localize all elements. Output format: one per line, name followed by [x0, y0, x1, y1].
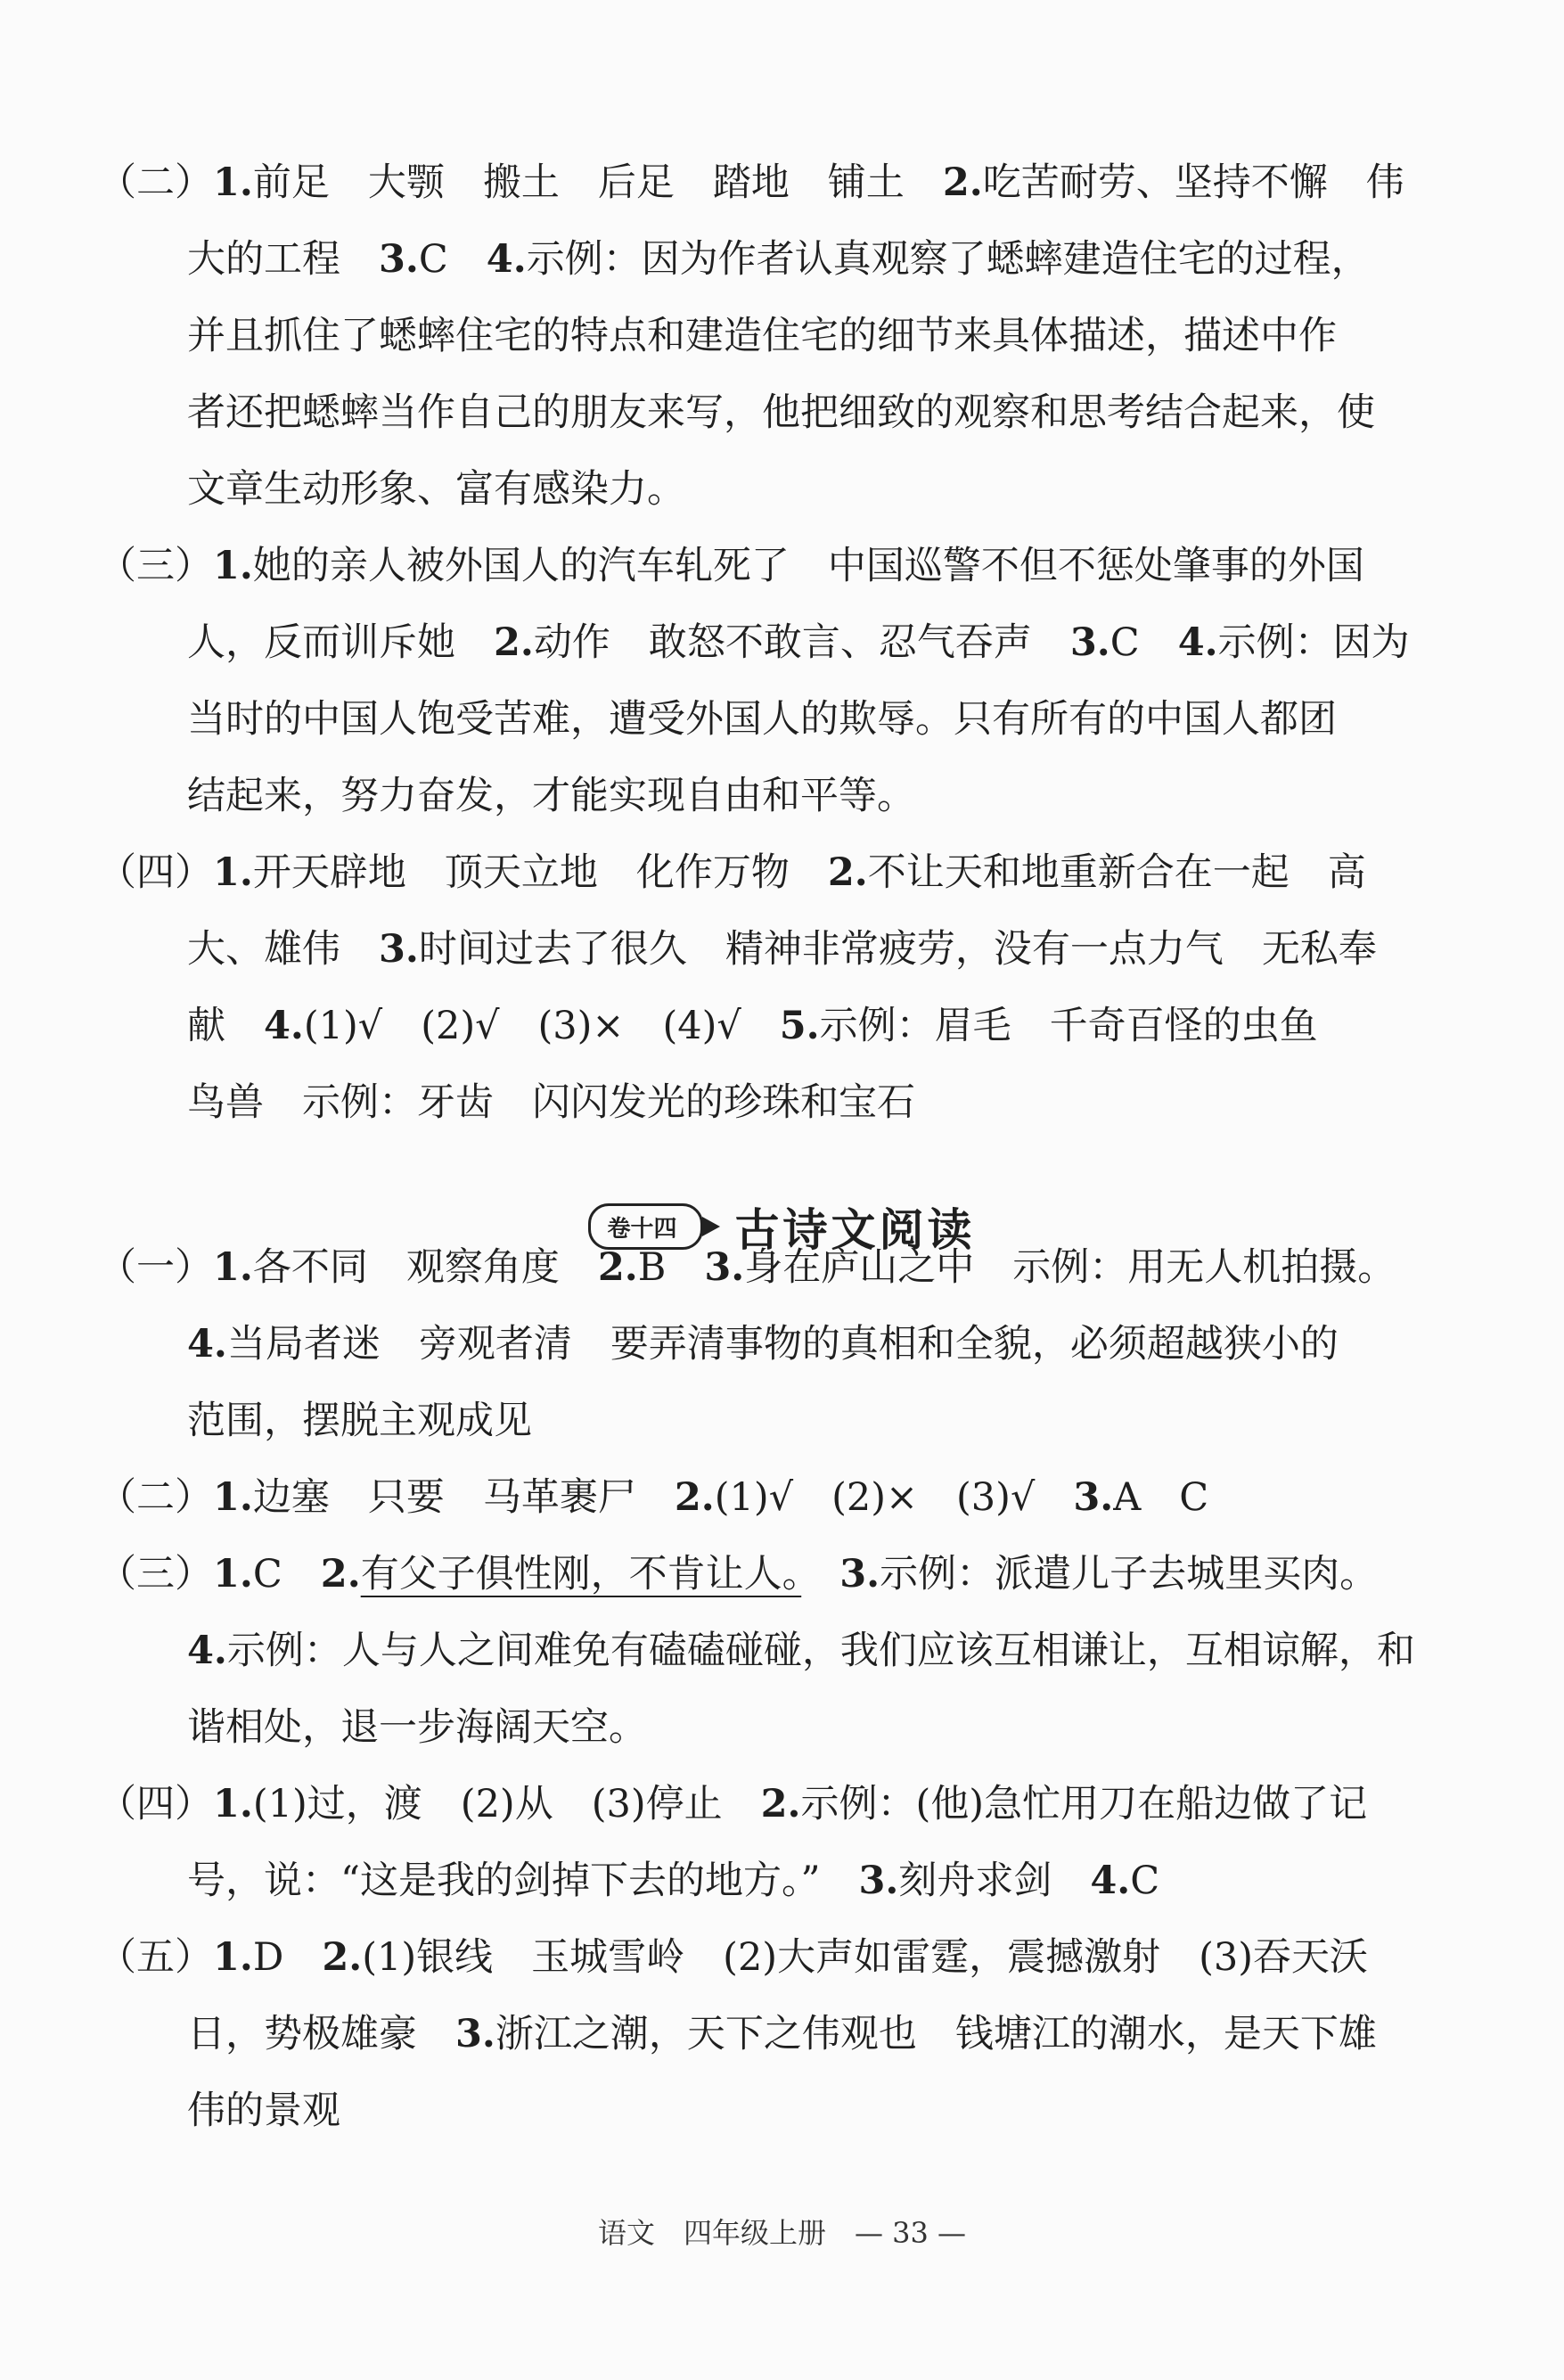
answer-text: C	[1130, 1859, 1160, 1903]
item-number: 1.	[213, 1782, 253, 1826]
answer-text: 鸟兽 示例：牙齿 闪闪发光的珍珠和宝石	[187, 1080, 915, 1125]
answer-line	[187, 1306, 1564, 1383]
item-number: 4.	[187, 1629, 227, 1673]
answer-line	[187, 911, 1564, 988]
answer-text: 当时的中国人饱受苦难，遭受外国人的欺辱。只有所有的中国人都团	[187, 697, 1337, 742]
answer-line	[98, 1459, 1479, 1536]
question-label: （四）	[98, 850, 213, 895]
answer-text	[801, 1552, 839, 1596]
answer-text: B	[637, 1245, 705, 1290]
item-number: 2.	[827, 850, 868, 895]
question-label: （二）	[98, 1475, 213, 1520]
item-number: 2.	[760, 1782, 801, 1826]
answer-text: 不让天和地重新合在一起 高	[867, 850, 1366, 895]
answer-text: 大、雄伟	[187, 927, 379, 972]
answer-text: 浙江之潮，天下之伟观也 钱塘江的潮水，是天下雄	[495, 2012, 1377, 2056]
item-number: 3.	[379, 927, 419, 972]
answer-text: 示例：派遣儿子去城里买肉。	[880, 1552, 1379, 1596]
answer-text: C	[1110, 620, 1178, 665]
item-number: 4.	[1090, 1859, 1131, 1903]
item-number: 4.	[187, 1322, 227, 1366]
item-number: 2.	[597, 1245, 638, 1290]
answer-line	[187, 758, 1564, 834]
item-number: 2.	[674, 1475, 715, 1520]
answer-line	[187, 451, 1564, 528]
answer-text: 时间过去了很久 精神非常疲劳，没有一点力气 无私奉	[418, 927, 1377, 972]
answer-text: (1)√ (2)√ (3)× (4)√	[303, 1004, 780, 1048]
section-title: 古诗文阅读	[734, 1203, 976, 1256]
answer-text: 身在庐山之中 示例：用无人机拍摄。	[744, 1245, 1396, 1290]
answer-line	[187, 1383, 1564, 1459]
question-label: （二）	[98, 160, 213, 205]
answer-text: 示例：因为作者认真观察了蟋蟀建造住宅的过程，	[526, 237, 1370, 282]
answer-text: 伟的景观	[187, 2089, 340, 2133]
answer-text: C	[252, 1552, 321, 1596]
answer-line	[98, 1919, 1479, 1996]
item-number: 1.	[213, 544, 253, 588]
item-number: 4.	[486, 237, 527, 282]
answer-text: (1)银线 玉城雪岭 (2)大声如雷霆，震撼激射 (3)吞天沃	[362, 1935, 1368, 1980]
section-badge: 卷十四	[588, 1203, 702, 1250]
answer-line	[187, 1842, 1564, 1919]
section-header	[0, 1194, 1564, 1259]
answer-text: 大的工程	[187, 237, 379, 282]
answer-text: C	[418, 237, 487, 282]
answer-line	[187, 1064, 1564, 1141]
answer-text: A C	[1113, 1475, 1209, 1520]
item-number: 2.	[320, 1552, 361, 1596]
answer-text: D	[252, 1935, 323, 1980]
item-number: 3.	[455, 2012, 495, 2056]
item-number: 3.	[379, 237, 419, 282]
answer-text: 刻舟求剑	[898, 1859, 1091, 1903]
answer-text: 人，反而训斥她	[187, 620, 494, 665]
answer-text: 并且抓住了蟋蟀住宅的特点和建造住宅的细节来具体描述，描述中作	[187, 314, 1337, 358]
page-footer: 语文 四年级上册 — 33 —	[597, 2216, 967, 2250]
underlined-answer: 有父子俱性刚，不肯让人。	[360, 1552, 802, 1596]
item-number: 1.	[213, 1475, 253, 1520]
item-number: 3.	[1069, 620, 1110, 665]
answer-line	[98, 834, 1479, 911]
answer-text: 示例：因为	[1217, 620, 1410, 665]
answer-line	[187, 1996, 1564, 2072]
answer-line	[98, 1536, 1479, 1613]
answer-line	[187, 681, 1564, 758]
answer-line	[98, 528, 1479, 604]
question-label: （一）	[98, 1245, 213, 1290]
answer-text: (1)√ (2)× (3)√	[714, 1475, 1074, 1520]
answer-text: 范围，摆脱主观成见	[187, 1399, 532, 1443]
answer-text: 日，势极雄豪	[187, 2012, 455, 2056]
question-label: （三）	[98, 544, 213, 588]
answer-line	[187, 1613, 1564, 1689]
answer-text: 前足 大颚 搬土 后足 踏地 铺土	[252, 160, 943, 205]
answer-text: 结起来，努力奋发，才能实现自由和平等。	[187, 774, 915, 818]
item-number: 3.	[839, 1552, 880, 1596]
answer-text: 文章生动形象、富有感染力。	[187, 467, 685, 512]
answer-line	[187, 298, 1564, 374]
answer-text: (1)过，渡 (2)从 (3)停止	[252, 1782, 761, 1826]
item-number: 1.	[213, 1245, 253, 1290]
answer-text: 动作 敢怒不敢言、忍气吞声	[533, 620, 1070, 665]
answer-line	[98, 1766, 1479, 1842]
item-number: 2.	[942, 160, 983, 205]
item-number: 3.	[704, 1245, 745, 1290]
answer-line	[187, 2072, 1564, 2149]
answer-text: 献	[187, 1004, 264, 1048]
item-number: 4.	[264, 1004, 304, 1048]
answer-text: 示例：人与人之间难免有磕磕碰碰，我们应该互相谦让，互相谅解，和	[226, 1629, 1415, 1673]
item-number: 2.	[322, 1935, 363, 1980]
answer-text: 者还把蟋蟀当作自己的朋友来写，他把细致的观察和思考结合起来，使	[187, 390, 1375, 435]
item-number: 4.	[1177, 620, 1218, 665]
question-label: （五）	[98, 1935, 213, 1980]
answer-text: 各不同 观察角度	[252, 1245, 598, 1290]
answer-line	[187, 1689, 1564, 1766]
answer-text: 示例：眉毛 千奇百怪的虫鱼	[819, 1004, 1318, 1048]
answer-text: 当局者迷 旁观者清 要弄清事物的真相和全貌，必须超越狭小的	[226, 1322, 1339, 1366]
question-label: （四）	[98, 1782, 213, 1826]
answer-text: 号，说：“这是我的剑掉下去的地方。”	[187, 1859, 859, 1903]
item-number: 1.	[213, 1935, 253, 1980]
item-number: 3.	[1073, 1475, 1114, 1520]
item-number: 1.	[213, 1552, 253, 1596]
item-number: 1.	[213, 160, 253, 205]
answer-text: 吃苦耐劳、坚持不懈 伟	[982, 160, 1404, 205]
answer-line	[187, 221, 1564, 298]
answer-line	[187, 988, 1564, 1064]
answer-text: 边塞 只要 马革裹尸	[252, 1475, 675, 1520]
answer-text: 谐相处，退一步海阔天空。	[187, 1705, 647, 1750]
question-label: （三）	[98, 1552, 213, 1596]
answer-text: 开天辟地 顶天立地 化作万物	[252, 850, 828, 895]
answer-text: 她的亲人被外国人的汽车轧死了 中国巡警不但不惩处肇事的外国	[252, 544, 1364, 588]
item-number: 3.	[858, 1859, 899, 1903]
answer-line	[98, 144, 1479, 221]
answer-line	[187, 374, 1564, 451]
answer-line	[187, 604, 1564, 681]
answer-text: 示例：(他)急忙用刀在船边做了记	[800, 1782, 1368, 1826]
item-number: 5.	[779, 1004, 820, 1048]
item-number: 1.	[213, 850, 253, 895]
item-number: 2.	[494, 620, 534, 665]
